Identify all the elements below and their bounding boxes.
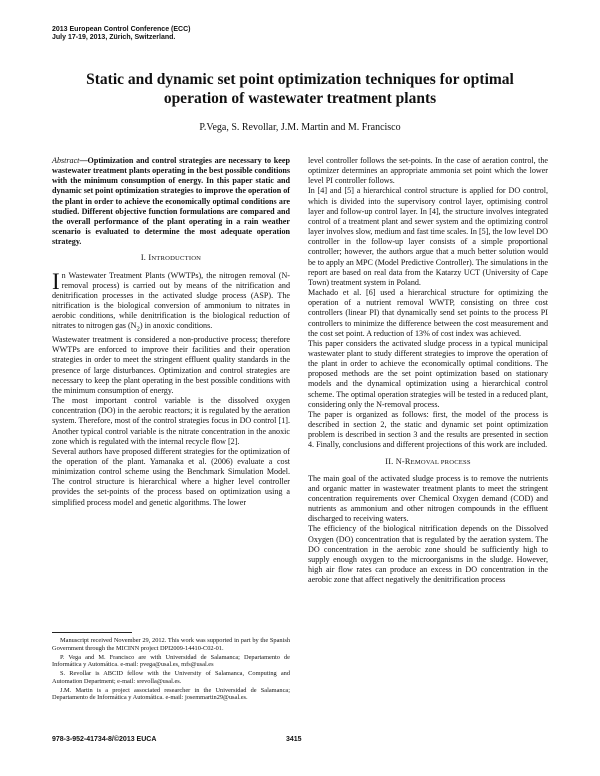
title-line-2: operation of wastewater treatment plants	[163, 90, 437, 107]
right-paragraph-5: The paper is organized as follows: first, the model of the process is described in section 2, the static and dynamic set point optimization problem is described in section 3 and the results are presented in section 4. Finally, conclusions and different projections of this work are included.	[308, 409, 548, 450]
section-title-rest: EMOVAL PROCESS	[410, 458, 471, 466]
conference-dates: July 17-19, 2013, Zürich, Switzerland.	[52, 34, 176, 41]
section-number: II.	[385, 456, 394, 466]
title-line-1: Static and dynamic set point optimization techniques for optimal	[86, 71, 514, 88]
footnote-funding: Manuscript received November 29, 2012. This work was supported in part by the Spanish Government through the MICINN project DPI2009-14410-C02-01.	[52, 637, 290, 652]
section-heading-introduction	[52, 253, 290, 264]
paper-title	[40, 70, 560, 108]
footnotes	[52, 637, 290, 703]
subscript: 2	[136, 325, 140, 333]
intro-paragraph-4: Several authors have proposed different strategies for the optimization of the operation of the plant. Yamanaka et al. (2006) evaluate a cost minimization control scheme using the Benchmark Simulation Model. The control structure is hierarchical where a higher level controller provides the set-points of the process based on optimization using a simplified process model and genetic algorithms. The lower	[52, 446, 290, 507]
intro-paragraph-1	[52, 268, 290, 336]
right-column	[308, 156, 548, 585]
right-paragraph-4: This paper considers the activated sludge process in a typical municipal wastewater plant to study different strategies to improve the operation of the plant in order to achieve the economically optimal conditions. The proposed methods are the set point optimization based on stationary models and the dynamical optimization using a hierarchical control scheme. The optimal operation strategies will be tested in a reduced plant, considering only the N-removal process.	[308, 338, 548, 409]
right-paragraph-2: In [4] and [5] a hierarchical control structure is applied for DO control, which is divided into the supervisory control layer, optimising control layer and follow-up control layer. In [4], the structure involves integrated control of a treatment plant and sewer system and the optimizing control layer involves slow, medium and fast time scales. In [5], the low level DO controller in the follow-up layer consists of a simple proportional controller; however, the authors argue that a much better solution would be to apply an MPC (Model Predictive Controller). The simulations in the report are based on real data from the Katarzy UCT (University of Cape Town) treatment system in Poland.	[308, 186, 548, 287]
section-title-rest: NTRODUCTION	[151, 255, 202, 263]
drop-cap: I	[52, 268, 60, 294]
footnote-divider	[52, 632, 132, 633]
section-title-initial: I	[148, 253, 152, 263]
section-heading-n-removal	[308, 457, 548, 468]
section-number: I.	[140, 253, 147, 263]
author-list: P.Vega, S. Revollar, J.M. Martin and M. Francisco	[199, 122, 401, 133]
section-title-initial: N-R	[395, 456, 411, 466]
right-paragraph-6: The main goal of the activated sludge process is to remove the nutrients and organic matter in wastewater treatment plants to meet the stringent concentration requirements over Chemical Oxygen demand (COD) and nutrients as ammonium and other nitrogen compounds in the effluent discharged to receiving waters.	[308, 473, 548, 524]
footnote-affiliation-2: S. Revollar is ABCID fellow with the University of Salamanca, Computing and Automation Department; e-mail: srevolla@usal.es.	[52, 670, 290, 685]
abstract	[52, 156, 290, 247]
isbn-copyright: 978-3-952-41734-8/©2013 EUCA	[52, 736, 157, 743]
abstract-text: Optimization and control strategies are necessary to keep wastewater treatment plants operating in the best possible conditions with the minimum consumption of energy. In this paper static and dynamic set point optimization strategies to improve the operation of the plant in order to achieve the economically optimal conditions are studied. Different objective function formulations are compared and the overall performance of the plant operating in a rain weather scenario is evaluated to determine the most adequate operation strategy.	[52, 156, 291, 247]
page-number: 3415	[286, 736, 302, 743]
abstract-dash: —	[79, 156, 88, 165]
intro-paragraph-2: Wastewater treatment is considered a non-productive process; therefore WWTPs are enforced to improve their facilities and their operation strategies in order to meet the stringent effluent quality standards in the presence of large disturbances. Optimization and control strategies are necessary to keep the plant operating in the best possible conditions with the minimum consumption of energy.	[52, 335, 290, 395]
abstract-label: Abstract	[52, 156, 80, 165]
footnote-affiliation-1: P. Vega and M. Francisco are with Universidad de Salamanca; Departamento de Informática y Automática. e-mail: pvega@usal.es, mfs@usal.es	[52, 653, 290, 669]
right-paragraph-7: The efficiency of the biological nitrification depends on the Dissolved Oxygen (DO) concentration that is regulated by the aeration system. The DO concentration in the aerobic zone should be sufficiently high to supply enough oxygen to the microorganisms in the sludge. However, high air flow rates can produce an excess in DO concentration in the aerobic zone that affect negatively the denitrification process	[308, 524, 548, 585]
intro-text: n Wastewater Treatment Plants (WWTPs), the nitrogen removal (N-removal process) is carried out by means of the nitrification and denitrification processes in the activated sludge process (ASP). The nitrification is the biological conversion of ammonium to nitrates in aerobic conditions, while denitrification is the biological reduction of nitrates to nitrogen gas (N	[52, 270, 290, 331]
footnote-affiliation-3: J.M. Martin is a project associated researcher in the Universidad de Salamanca; Departamento de Informática y Automática. e-mail: josemmartin29@usal.es.	[52, 686, 290, 702]
right-paragraph-3: Machado et al. [6] used a hierarchical structure for optimizing the operation of a nutrient removal WWTP, consisting on three cost controllers (linear PI) that dynamically send set points to the process PI controllers to minimize the difference between the cost measurement and the cost set point. A reduction of 13% of cost index was achieved.	[308, 288, 548, 338]
left-column	[52, 156, 290, 508]
intro-paragraph-3: The most important control variable is the dissolved oxygen concentration (DO) in the aerobic reactors; it is regulated by the aeration system. Therefore, most of the control strategies focus in DO control [1]. Another typical control variable is the nitrate concentration in the anoxic zone which is regulated with the internal recycle flow [2].	[52, 396, 290, 446]
intro-text-end: ) in anoxic conditions.	[139, 321, 213, 331]
conference-name: 2013 European Control Conference (ECC)	[52, 26, 191, 33]
right-paragraph-1: level controller follows the set-points. In the case of aeration control, the optimizer determines an appropriate ammonia set point which the lower level PI controller follows.	[308, 156, 548, 186]
